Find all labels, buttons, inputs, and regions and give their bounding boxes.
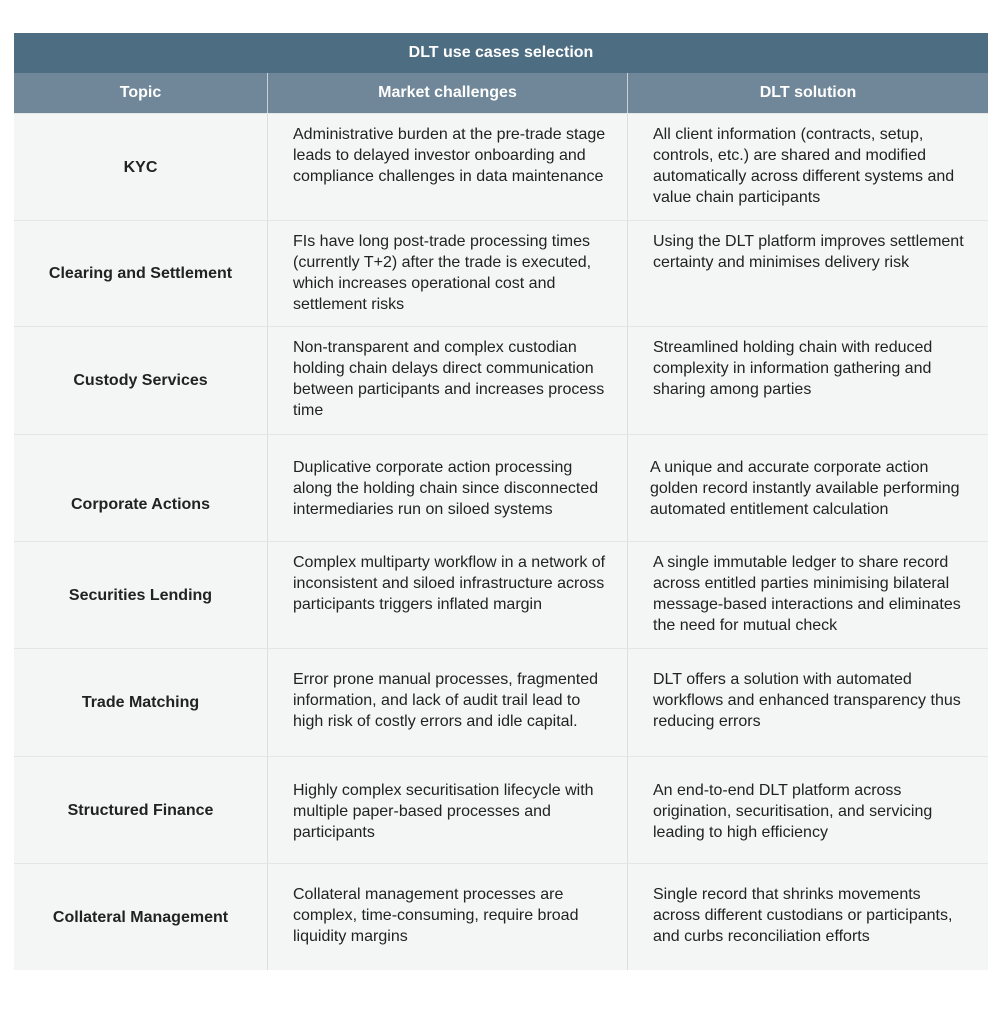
row-challenge: Collateral management processes are complex, time-consuming, require broad liquidity margins [268, 864, 628, 970]
table-row [14, 113, 988, 220]
table-row [14, 434, 988, 541]
row-challenge: Complex multiparty workflow in a network of inconsistent and siloed infrastructure across participants triggers inflated margin [268, 542, 628, 648]
row-solution: DLT offers a solution with automated workflows and enhanced transparency thus reducing errors [653, 671, 961, 730]
row-solution: Using the DLT platform improves settlement certainty and minimises delivery risk [653, 233, 964, 271]
row-topic: Clearing and Settlement [14, 221, 268, 326]
row-solution: Streamlined holding chain with reduced complexity in information gathering and sharing among parties [653, 339, 933, 398]
header-topic: Topic [14, 73, 268, 113]
table-row [14, 648, 988, 756]
table-row [14, 541, 988, 648]
row-challenge: Administrative burden at the pre-trade stage leads to delayed investor onboarding and compliance challenges in data maintenance [268, 114, 628, 220]
row-topic: Corporate Actions [14, 435, 268, 541]
header-market-challenges: Market challenges [268, 73, 628, 113]
table-row [14, 863, 988, 970]
row-topic: KYC [14, 114, 268, 220]
row-challenge: Non-transparent and complex custodian holding chain delays direct communication between participants and increases process time [268, 327, 628, 434]
row-challenge: Error prone manual processes, fragmented information, and lack of audit trail lead to high risk of costly errors and idle capital. [268, 649, 628, 756]
table-header-row [14, 73, 988, 113]
row-solution: A single immutable ledger to share record across entitled parties minimising bilateral message-based interactions and eliminates the need for mutual check [653, 554, 961, 634]
row-solution: Single record that shrinks movements across different custodians or participants, and curbs reconciliation efforts [653, 886, 953, 945]
row-topic: Structured Finance [14, 757, 268, 863]
row-topic: Custody Services [14, 327, 268, 434]
row-topic: Trade Matching [14, 649, 268, 756]
row-topic: Collateral Management [14, 864, 268, 970]
use-cases-table [14, 33, 988, 970]
row-challenge: Highly complex securitisation lifecycle with multiple paper-based processes and participants [268, 757, 628, 863]
table-row [14, 326, 988, 434]
row-solution: All client information (contracts, setup, controls, etc.) are shared and modified automatically across different systems and value chain participants [653, 126, 955, 206]
row-challenge: FIs have long post-trade processing times (currently T+2) after the trade is executed, which increases operational cost and settlement risks [268, 221, 628, 326]
row-solution: A unique and accurate corporate action golden record instantly available performing automated entitlement calculation [650, 459, 960, 518]
table-row [14, 756, 988, 863]
row-solution: An end-to-end DLT platform across origination, securitisation, and servicing leading to high efficiency [653, 782, 933, 841]
row-challenge: Duplicative corporate action processing along the holding chain since disconnected intermediaries run on siloed systems [268, 435, 628, 541]
table-title: DLT use cases selection [14, 33, 988, 73]
header-dlt-solution: DLT solution [759, 84, 857, 101]
row-topic: Securities Lending [14, 542, 268, 648]
table-row [14, 220, 988, 326]
table-body [14, 113, 988, 970]
